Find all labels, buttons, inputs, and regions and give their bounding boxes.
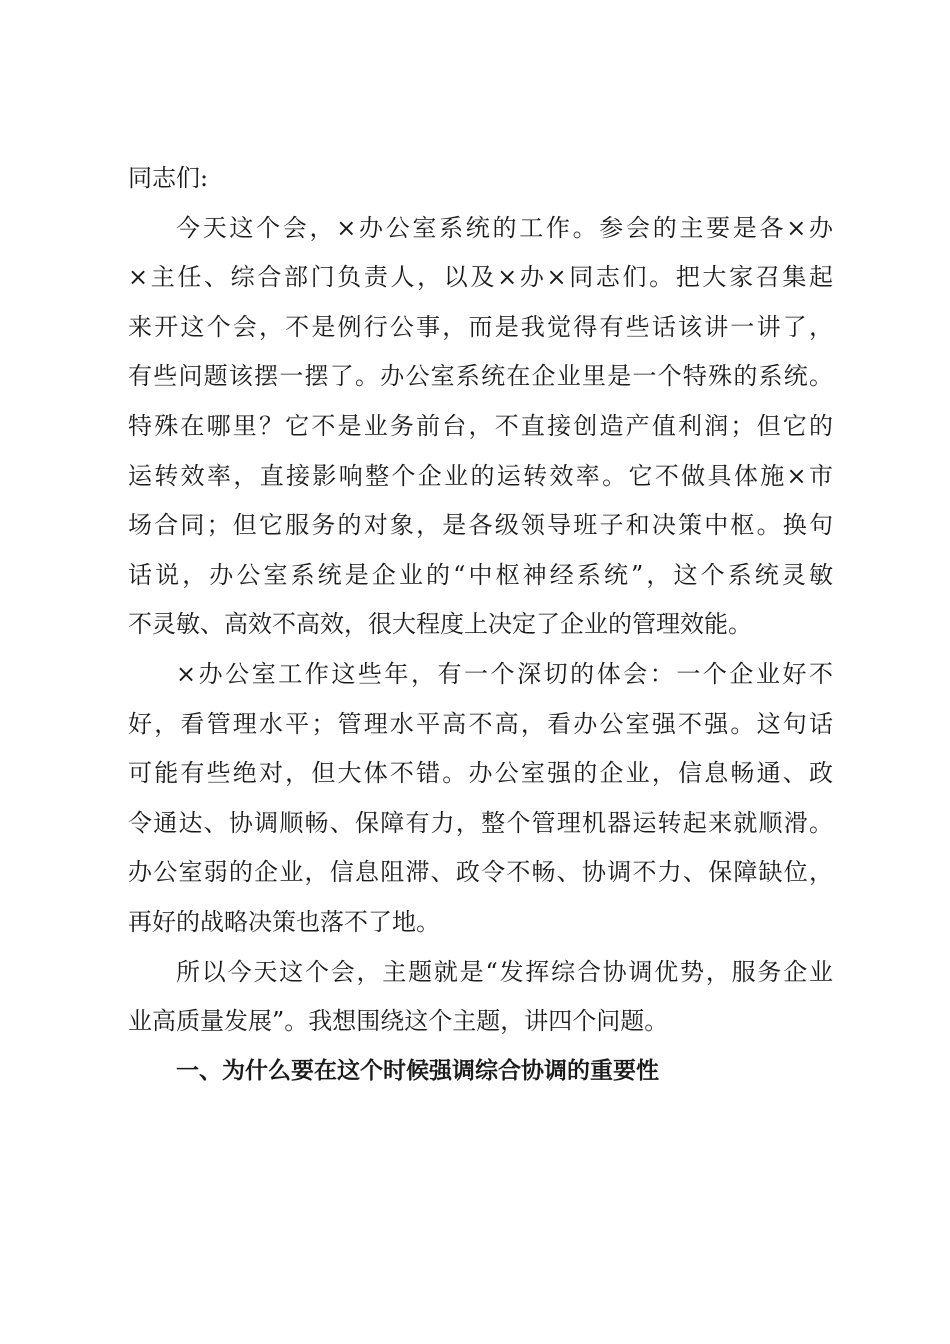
paragraph-1 (128, 204, 833, 650)
salutation: 同志们: (128, 164, 209, 192)
paragraph-3 (128, 948, 833, 1047)
paragraph-line: 来开这个会，不是例行公事，而是我觉得有些话该讲一讲了， (128, 312, 833, 341)
paragraph-line: ×主任、综合部门负责人，以及×办×同志们。把大家召集起 (128, 263, 833, 292)
paragraph-line: 场合同；但它服务的对象，是各级领导班子和决策中枢。换句 (128, 511, 833, 540)
paragraph-line: 特殊在哪里？它不是业务前台，不直接创造产值利润；但它的 (128, 411, 833, 440)
paragraph-line: 今天这个会，×办公室系统的工作。参会的主要是各×办 (176, 213, 833, 242)
paragraph-line: 办公室弱的企业，信息阻滞、政令不畅、协调不力、保障缺位， (128, 858, 833, 887)
paragraph-line: 令通达、协调顺畅、保障有力，整个管理机器运转起来就顺滑。 (128, 808, 833, 837)
document-body (128, 154, 833, 1096)
paragraph-line: ×办公室工作这些年，有一个深切的体会：一个企业好不 (176, 659, 833, 688)
paragraph-line: 不灵敏、高效不高效，很大程度上决定了企业的管理效能。 (128, 610, 752, 639)
paragraph-line: 好，看管理水平；管理水平高不高，看办公室强不强。这句话 (128, 709, 833, 738)
paragraph-line: 可能有些绝对，但大体不错。办公室强的企业，信息畅通、政 (128, 759, 833, 788)
paragraph-2 (128, 650, 833, 948)
paragraph-line: 再好的战略决策也落不了地。 (128, 907, 440, 936)
paragraph-line: 所以今天这个会，主题就是“发挥综合协调优势，服务企业 (176, 957, 833, 986)
section-heading: 一、为什么要在这个时候强调综合协调的重要性 (176, 1057, 659, 1084)
paragraph-line: 运转效率，直接影响整个企业的运转效率。它不做具体施×市 (128, 461, 833, 490)
paragraph-line: 有些问题该摆一摆了。办公室系统在企业里是一个特殊的系统。 (128, 362, 833, 391)
paragraph-line: 话说，办公室系统是企业的“中枢神经系统”，这个系统灵敏 (128, 560, 833, 589)
paragraph-line: 业高质量发展”。我想围绕这个主题，讲四个问题。 (128, 1007, 669, 1036)
